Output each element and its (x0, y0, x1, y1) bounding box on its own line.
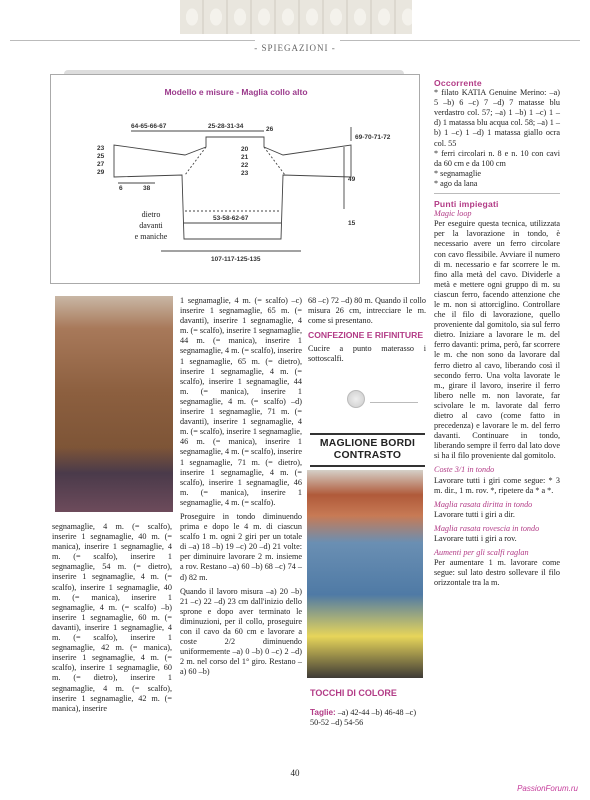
side-text-1: davanti (139, 221, 163, 230)
label-body-height: 49 (348, 176, 356, 183)
pattern-headline: MAGLIONE BORDI CONTRASTO (319, 438, 416, 461)
label-sleeve-len: 38 (143, 185, 151, 192)
aumenti-heading: Aumenti per gli scalfi raglan (434, 548, 529, 558)
coste-text: Lavorare tutti i giri come segue: * 3 m. dir., 1 m. rov. *, ripetere da * a *. (434, 475, 560, 495)
sweater-schematic (51, 75, 421, 285)
label-hem-width: 107-117-125-135 (211, 256, 261, 263)
sizes-value: –a) 42-44 –b) 46-48 –c) 50-52 –d) 54-56 (310, 708, 417, 727)
punti-heading: Punti impiegati (434, 199, 499, 210)
instructions-column-left (52, 522, 172, 718)
knit-texture-strip (180, 0, 412, 34)
divider (434, 193, 560, 194)
instructions-left-text: segnamaglie, 4 m. (= scalfo), inserire 1 segnamaglie, 40 m. (= manica), inserire 1 segnamaglie, 4 m. (= scalfo), inserire 1 segnamaglie, 54 m. (= dietro), inserire 1 segnamaglie, 4 m. (= scalfo), inserire 1 segnamaglie, 40 m. (= manica), inserire 1 segnamaglie, 4 m. (= scalfo) –b) inserire 1 segnamaglie, 60 m. (= davanti), inserire 1 segnamaglie, 4 m. (= scalfo), inserire 1 segnamaglie, 42 m. (= manica), inserire 1 segnamaglie, 4 m. (= scalfo), inserire 1 segnamaglie, 60 m. (= dietro), inserire 1 segnamaglie, 4 m. (= scalfo), inserire 1 segnamaglie, 42 m. (= manica), inserire (52, 522, 172, 713)
rovescia-text: Lavorare tutti i giri a rov. (434, 534, 517, 544)
yarn-ball-icon (347, 390, 365, 408)
label-yoke-h-1: 21 (241, 154, 249, 161)
label-left-h-2: 27 (97, 161, 105, 168)
diritta-heading: Maglia rasata diritta in tondo (434, 499, 533, 509)
label-yoke-h-3: 23 (241, 170, 249, 177)
watermark: PassionForum.ru (517, 784, 578, 793)
model-photo-brown-sweater (55, 296, 173, 512)
header-rule-left (10, 40, 255, 41)
label-left-h-0: 23 (97, 145, 105, 152)
instructions-mid-2: Proseguire in tondo diminuendo prima e dopo le 4 m. di ciascun scalfo 1 m. ogni 2 giri per un totale di –a) 18 –b) 19 –c) 20 –d) 21 volte: per diminuire lavorare 2 m. insieme a rov. Restano –a) 60 –b) 68 –c) 74 –d) 82 m. (180, 511, 302, 582)
label-yoke-h-0: 20 (241, 146, 249, 153)
diritta-text: Lavorare tutti i giri a dir. (434, 509, 515, 519)
confezione-heading: CONFEZIONE E RIFINITURE (308, 330, 424, 341)
instructions-column-third (308, 296, 426, 369)
instructions-r1-2: Cucire a punto materasso i sottoscalfi. (308, 344, 426, 364)
label-sleeve-width: 64-65-66-67 (131, 123, 167, 130)
headline-rule-top (310, 433, 425, 435)
occorrente-item-3: * ago da lana (434, 178, 478, 188)
instructions-column-middle (180, 296, 302, 681)
model-photo-blue-sweater (307, 470, 423, 678)
label-neck-width: 25-28-31-34 (208, 123, 244, 130)
coste-heading: Coste 3/1 in tondo (434, 465, 495, 475)
label-left-h-1: 25 (97, 153, 105, 160)
magic-loop-text: Per eseguire questa tecnica, utilizzata per la lavorazione in tondo, è necessario avere un ferro circolare con cavo flessibile. Avviare il numero di m. necessario e far scorrere le m. fino alla metà del cavo. Dividerle a metà e mettere ogni gruppo di m. su ciascun ferro, facendo attenzione che le m. non si attorciglino. Controllare che il filo di lavorazione, quello proveniente dal gomitolo, sia sul ferro dietro. Iniziare a lavorare le m. del ferro davanti: prima, però, far scorrere le m. che non sono da lavorare dal ferro dietro al cavo, liberando così il secondo ferro. Una volta lavorate le m., girare il lavoro, inserire il ferro libero nelle m. non lavorate, far scivolare le m. lavorate dal ferro dietro al cavo (come fatto in precedenza) e lavorare le m. del ferro davanti. Continuare in tondo, liberando sempre il ferro dal lato dove si ha il filo proveniente dal gomitolo. (434, 219, 560, 461)
sizes-label: Taglie: (310, 708, 336, 717)
label-cuff: 6 (119, 185, 123, 192)
occorrente-item-0: * filato KATIA Genuine Merino: –a) 5 –b) 6 –c) 7 –d) 7 matasse blu verdastro col. 57; –a) 1 –b) 1 –c) 1 –d) 1 matassa blu acqua col. 58; –a) 1 –b) 1 –c) 1 –d) 1 matassa giallo ocra col. 55 (434, 88, 560, 148)
instructions-mid-1: 1 segnamaglie, 4 m. (= scalfo) –c) inserire 1 segnamaglie, 65 m. (= davanti), inserire 1 segnamaglie, 4 m. (= scalfo), inserire 1 segnamaglie, 44 m. (= manica), inserire 1 segnamaglie, 4 m. (= scalfo), inserire 1 segnamaglie, 65 m. (= dietro), inserire 1 segnamaglie, 4 m. (= scalfo), inserire 1 segnamaglie, 44 m. (= manica), inserire 1 segnamaglie, 4 m. (= scalfo) –d) inserire 1 segnamaglie, 71 m. (= davanti), inserire 1 segnamaglie, 4 m. (= scalfo), inserire 1 segnamaglie, 46 m. (= manica), inserire 1 segnamaglie, 4 m. (= scalfo), inserire 1 segnamaglie, 71 m. (= dietro), inserire 1 segnamaglie, 4 m. (= scalfo), inserire 1 segnamaglie, 46 m. (= manica), inserire 1 segnamaglie, 4 m. (= scalfo). (180, 296, 302, 507)
tocchi-di-colore-heading: TOCCHI DI COLORE (310, 688, 397, 698)
diagram-title: Modello e misure - Maglia collo alto (164, 87, 308, 97)
instructions-mid-3: Quando il lavoro misura –a) 20 –b) 21 –c) 22 –d) 23 cm dall'inizio dello sprone e dopo aver terminato le diminuzioni, per il collo, proseguire con il cavo da 60 cm e lavorare a coste 2/2 diminuendo uniformemente –a) 0 –b) 0 –c) 2 –d) 2 m. nel corso del 1° giro. Restano –a) 60 –b) (180, 586, 302, 677)
sizes-text (310, 708, 426, 728)
materials-column (434, 78, 560, 593)
label-rib: 15 (348, 220, 356, 227)
side-text-0: dietro (141, 210, 161, 219)
rovescia-heading: Maglia rasata rovescia in tondo (434, 523, 540, 533)
label-collar-right: 69-70-71-72 (355, 134, 391, 141)
section-title: - SPIEGAZIONI - (254, 43, 336, 53)
label-waist-width: 53-58-62-67 (213, 215, 249, 222)
page-number: 40 (290, 768, 300, 778)
headline-rule-bottom (310, 465, 425, 467)
magic-loop-heading: Magic loop (434, 209, 472, 219)
instructions-r1-1: 68 –c) 72 –d) 80 m. Quando il collo misura 26 cm, intrecciare le m. come si presentano. (308, 296, 426, 326)
aumenti-text: Per aumentare 1 m. lavorare come segue: sul lato destro sollevare il filo orizzontale tra la m. (434, 558, 560, 588)
schematic-diagram (50, 74, 420, 284)
label-yoke-h-2: 22 (241, 162, 249, 169)
side-text-2: e maniche (134, 232, 168, 241)
label-neck-height: 26 (266, 126, 274, 133)
header-rule-right (340, 40, 580, 41)
occorrente-item-1: * ferri circolari n. 8 e n. 10 con cavi da 60 cm e da 100 cm (434, 148, 560, 168)
ornament-line (370, 402, 418, 403)
occorrente-item-2: * segnamaglie (434, 168, 482, 178)
occorrente-heading: Occorrente (434, 78, 482, 88)
diagram-side-text (121, 209, 181, 242)
label-left-h-3: 29 (97, 169, 105, 176)
